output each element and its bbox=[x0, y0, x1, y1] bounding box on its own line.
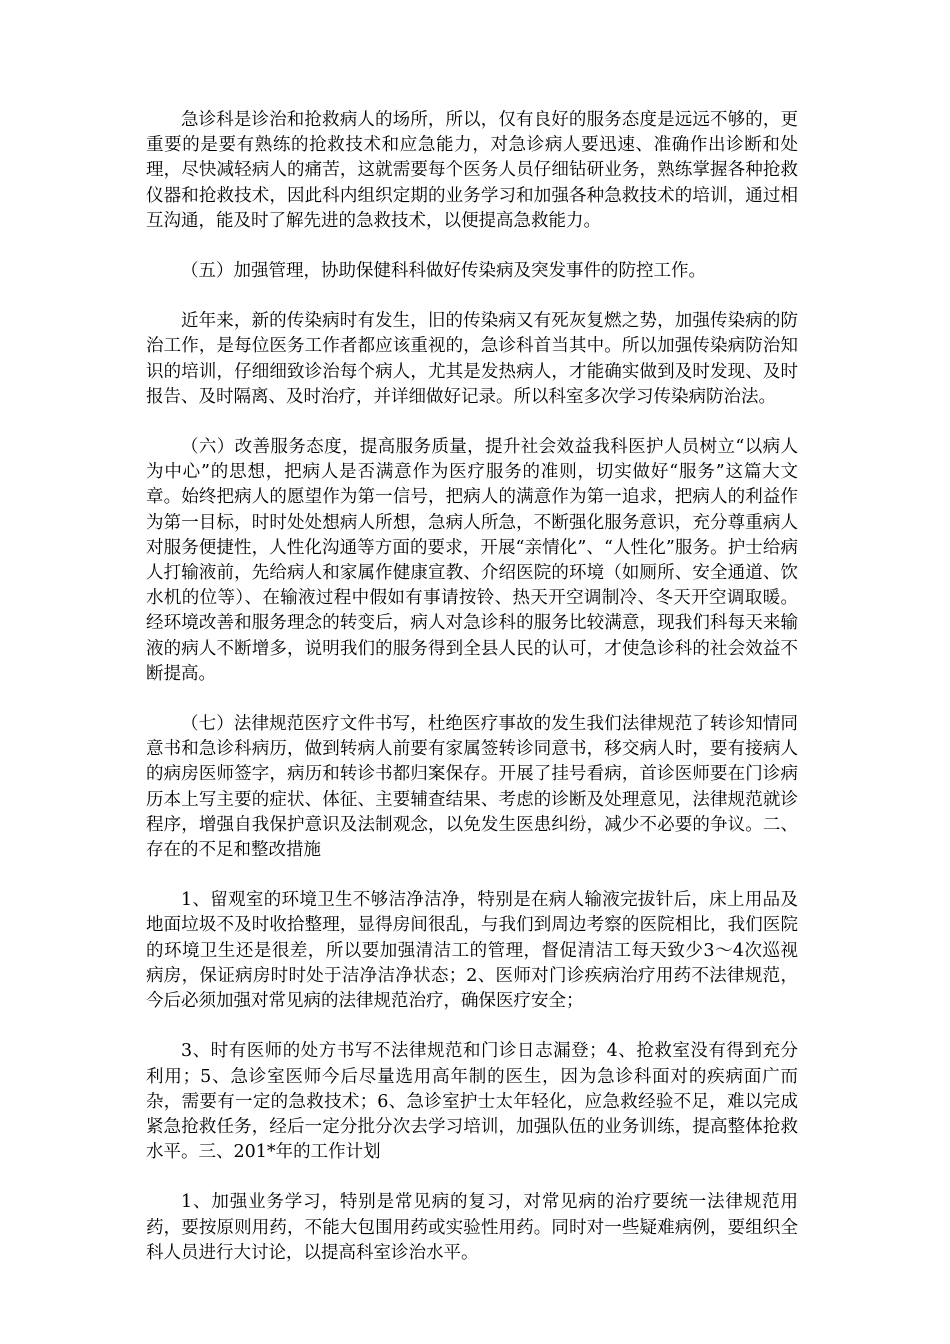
paragraph-section-7-legal: （七）法律规范医疗文件书写，杜绝医疗事故的发生我们法律规范了转诊知情同意书和急诊科病历，做到转病人前要有家属签转诊同意书，移交病人时，要有接病人的病房医师签字，病历和转诊书都归案保存。开展了挂号看病，首诊医师要在门诊病历本上写主要的症状、体征、主要辅查结果、考虑的诊断及处理意见，法律规范就诊程序，增强自我保护意识及法制观念，以免发生医患纠纷，减少不必要的争议。二、存在的不足和整改措施 bbox=[146, 714, 798, 861]
document-body bbox=[146, 108, 798, 1266]
paragraph-emergency-skills: 急诊科是诊治和抢救病人的场所，所以，仅有良好的服务态度是远远不够的，更重要的是要有熟练的抢救技术和应急能力，对急诊病人要迅速、准确作出诊断和处理，尽快减轻病人的痛苦，这就需要每个医务人员仔细钻研业务，熟练掌握各种抢救仪器和抢救技术，因此科内组织定期的业务学习和加强各种急救技术的培训，通过相互沟通，能及时了解先进的急救技术，以便提高急救能力。 bbox=[146, 110, 798, 231]
heading-section-5: （五）加强管理，协助保健科科做好传染病及突发事件的防控工作。 bbox=[181, 261, 706, 282]
paragraph-shortcomings-1-2: 1、留观室的环境卫生不够洁净洁净，特别是在病人输液完拔针后，床上用品及地面垃圾不及时收拾整理，显得房间很乱，与我们到周边考察的医院相比，我们医院的环境卫生还是很差，所以要加强清洁工的管理，督促清洁工每天致少3～4次巡视病房，保证病房时时处于洁净洁净状态；2、医师对门诊疾病治疗用药不法律规范，今后必须加强对常见病的法律规范治疗，确保医疗安全； bbox=[146, 890, 798, 1012]
paragraph-infectious-disease: 近年来，新的传染病时有发生，旧的传染病又有死灰复燃之势，加强传染病的防治工作，是每位医务工作者都应该重视的，急诊科首当其中。所以加强传染病防治知识的培训，仔细细致诊治每个病人，尤其是发热病人，才能确实做到及时发现、及时报告、及时隔离、及时治疗，并详细做好记录。所以科室多次学习传染病防治法。 bbox=[146, 311, 798, 407]
paragraph-work-plan-1: 1、加强业务学习，特别是常见病的复习，对常见病的治疗要统一法律规范用药，要按原则用药，不能大包围用药或实验性用药。同时对一些疑难病例，要组织全科人员进行大讨论，以提高科室诊治水平。 bbox=[146, 1192, 798, 1263]
paragraph-shortcomings-3-6: 3、时有医师的处方书写不法律规范和门诊日志漏登；4、抢救室没有得到充分利用；5、急诊室医师今后尽量选用高年制的医生，因为急诊科面对的疾病面广而杂，需要有一定的急救技术；6、急诊室护士太年轻化，应急救经验不足，难以完成紧急抢救任务，经后一定分批分次去学习培训，加强队伍的业务训练，提高整体抢救水平。三、201*年的工作计划 bbox=[146, 1041, 798, 1163]
paragraph-section-6-service: （六）改善服务态度，提高服务质量，提升社会效益我科医护人员树立“以病人为中心”的思想，把病人是否满意作为医疗服务的准则，切实做好“服务”这篇大文章。始终把病人的愿望作为第一信号，把病人的满意作为第一追求，把病人的利益作为第一目标，时时处处想病人所想，急病人所急，不断强化服务意识，充分尊重病人对服务便捷性，人性化沟通等方面的要求，开展“亲情化”、“人性化”服务。护士给病人打输液前，先给病人和家属作健康宣教、介绍医院的环境（如厕所、安全通道、饮水机的位等）、在输液过程中假如有事请按铃、热天开空调制冷、冬天开空调取暖。经环境改善和服务理念的转变后，病人对急诊科的服务比较满意，现我们科每天来输液的病人不断增多，说明我们的服务得到全县人民的认可，才使急诊科的社会效益不断提高。 bbox=[146, 437, 798, 684]
